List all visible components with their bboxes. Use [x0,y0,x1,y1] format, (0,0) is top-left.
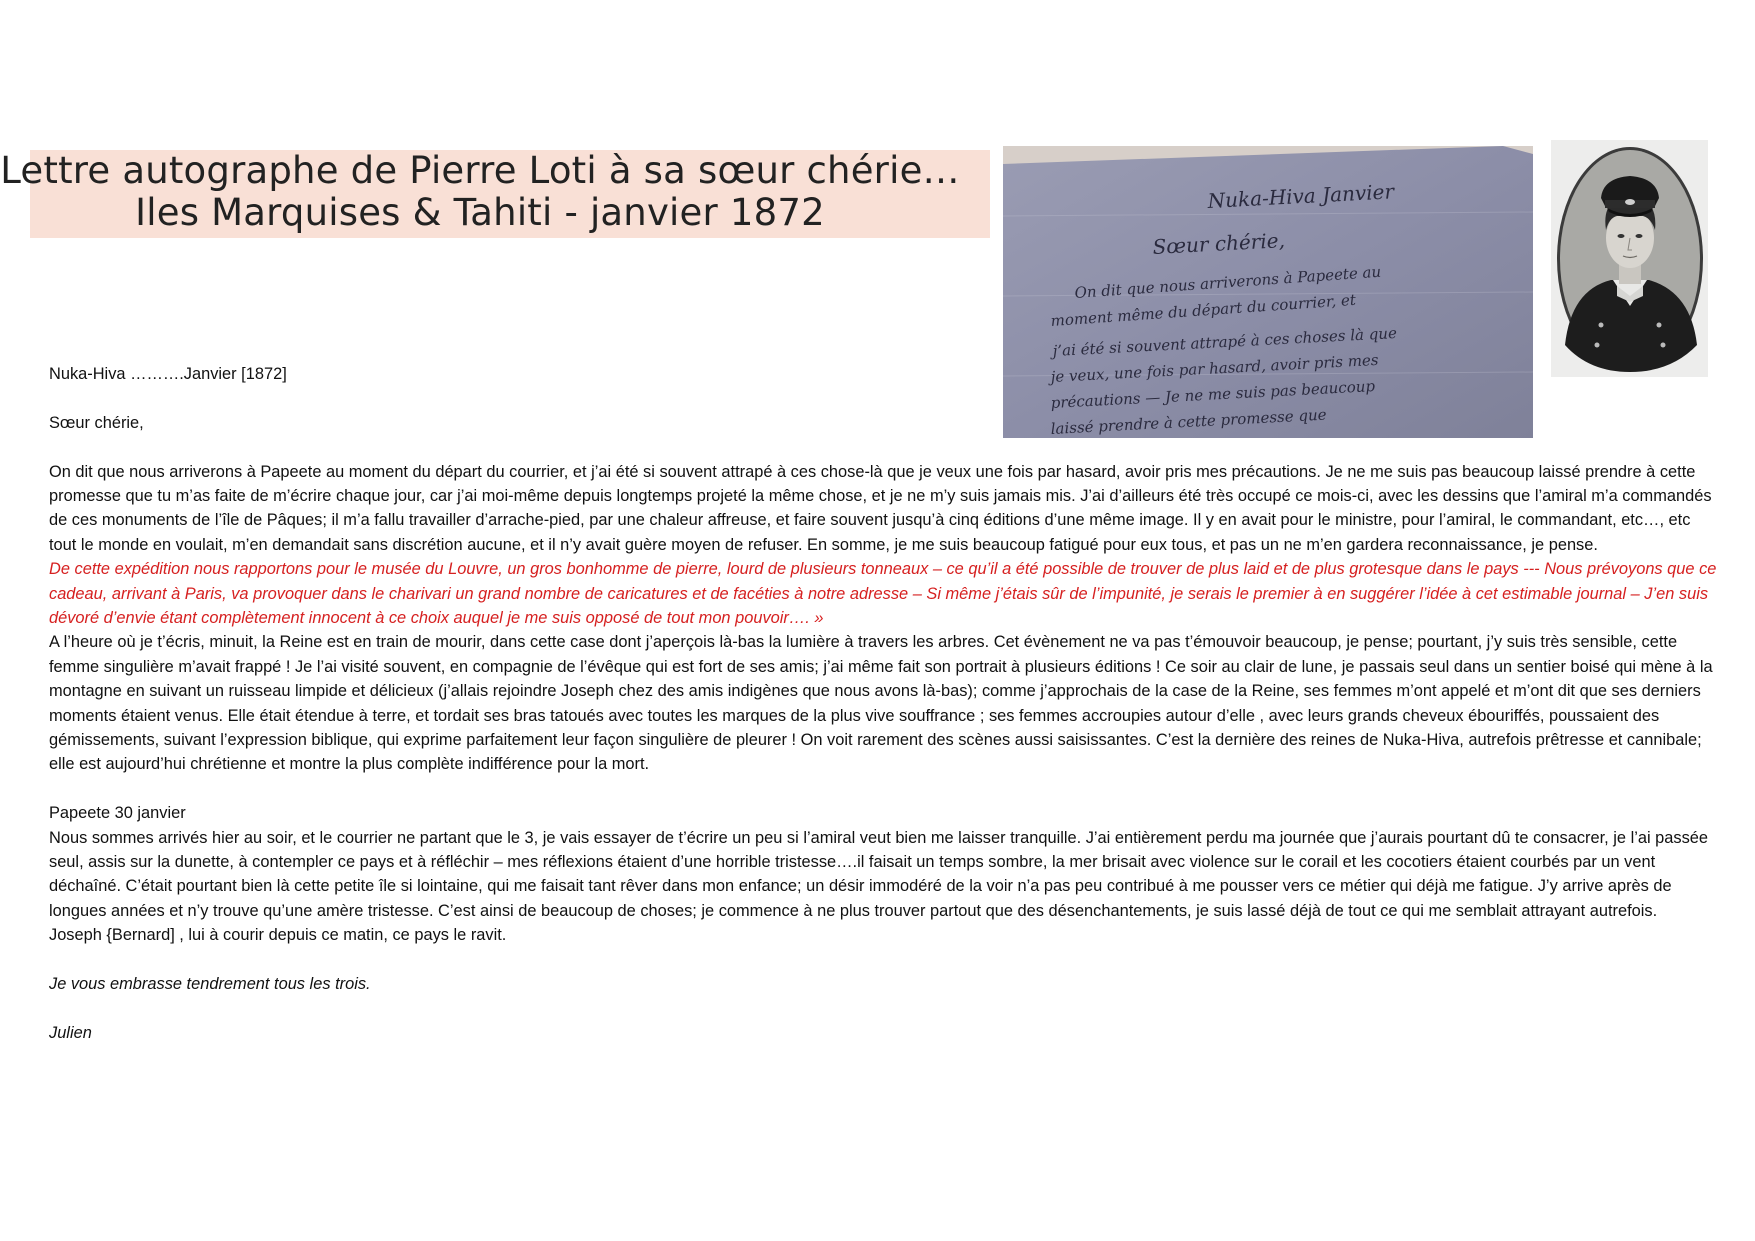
letter-image-line: je veux, une fois par hasard, avoir pris mes [1050,350,1379,386]
letter-signature: Julien [49,1023,92,1042]
portrait-svg [1551,140,1708,377]
letter-dateline: Nuka-Hiva ……….Janvier [1872] [49,365,287,383]
letter-image-line: précautions — Je ne me suis pas beaucoup [1050,377,1376,412]
letter-joseph-line: Joseph {Bernard] , lui à courir depuis ce matin, ce pays le ravit. [49,926,507,945]
letter-paragraph: On dit que nous arriverons à Papeete au moment du départ du courrier, et j’ai été si souvent attrapé à ces chose-là que je veux une fois par hasard, avoir pris mes précautions. Je ne me suis pas beaucoup laissé prendre à cette promesse que tu m’as faite de m’écrire chaque jour, car j’ai moi-même depuis longtemps projeté la même chose, et je ne m’y suis jamais mis. J’ai d’ailleurs été très occupé ce mois-ci, avec les dessins que l’amiral m’a commandés de ces monuments de l’île de Pâques; il m’a fallu travailler d’arrache-pied, par une chaleur affreuse, et faire souvent jusqu’à cinq éditions d’une même image. Il y en avait pour le ministre, pour l’amiral, le commandant, etc…, etc tout le monde en voulait, m’en demandait sans discrétion aucune, et il n’y avait guère moyen de refuser. En somme, je me suis beaucoup fatigué pour eux tous, et pas un ne m’en gardera reconnaissance, je pense. [49,462,1712,554]
letter-closing: Je vous embrasse tendrement tous les trois. [49,975,371,994]
letter-image-line: Nuka-Hiva Janvier [1207,179,1395,213]
portrait-image [1551,140,1708,377]
letter-paragraph: Nous sommes arrivés hier au soir, et le courrier ne partant que le 3, je vais essayer de t’écrire un peu si l’amiral veut bien me laisser tranquille. J’ai entièrement perdu ma journée que j’aurais pourtant dû te consacrer, je l’ai passée seul, assis sur la dunette, à contempler ce pays et à réfléchir – mes réflexions étaient d’une horrible tristesse….il faisait un temps sombre, la mer brisait avec violence sur le corail et les cocotiers étaient courbés par un vent déchaîné. C’était pourtant bien là cette petite île si lointaine, qui me faisait tant rêver dans mon enfance; un désir immodéré de la voir n’a pas peu contribué à me pousser vers ce métier qui déjà me fatigue. J’y arrive après de longues années et n’y trouve qu’une amère tristesse. C’est ainsi de beaucoup de choses; je commence à ne plus trouver partout que des désenchantements, je suis lassé déjà de tout ce qui me semblait attrayant autrefois. [49,828,1709,920]
letter-image-line: On dit que nous arriverons à Papeete au [1074,262,1382,302]
letter-image-line: j’ai été si souvent attrapé à ces choses là que [1052,323,1398,360]
letter-quote: De cette expédition nous rapportons pour le musée du Louvre, un gros bonhomme de pierre, lourd de plusieurs tonneaux – ce qu’il a été possible de trouver de plus laid et de plus grotesque dans le pays --- Nous prévoyons que ce cadeau, arrivant à Paris, va provoquer dans le charivari un grand nombre de caricatures et de facéties à notre adresse – Si même j’étais sûr de l’impunité, je serais le premier à en suggérer l’idée à cet estimable journal – J’en suis dévoré d’envie étant complètement innocent à ce choix auquel je me suis opposé de tout mon pouvoir…. » [49,560,1717,628]
letter-image-line: moment même du départ du courrier, et [1050,290,1357,330]
letter-image-line: Sœur chérie, [1152,228,1286,259]
letter-salutation: Sœur chérie, [49,413,144,432]
page-title: Lettre autographe de Pierre Loti à sa sœur chérie… [0,149,960,192]
letter-dateline-papeete: Papeete 30 janvier [49,804,186,823]
letter-image-line: laissé prendre à cette promesse que [1050,405,1327,438]
letter-body [49,362,1719,1045]
page-subtitle: Iles Marquises & Tahiti - janvier 1872 [135,191,825,234]
letter-paragraph: A l’heure où je t’écris, minuit, la Reine est en train de mourir, dans cette case dont j’aperçois là-bas la lumière à travers les arbres. Cet évènement ne va pas t’émouvoir beaucoup, je pense; pourtant, j’y suis très sensible, cette femme singulière m’avait frappé ! Je l’ai visité souvent, en compagnie de l’évêque qui est fort de ses amis; j’ai même fait son portrait à plusieurs éditions ! Ce soir au clair de lune, je passais seul dans un sentier boisé qui mène à la montagne en suivant un ruisseau limpide et délicieux (j’allais rejoindre Joseph chez des amis indigènes que nous avons là-bas); comme j’approchais de la case de la Reine, ses femmes m’ont appelé et m’ont dit que ses derniers moments étaient venus. Elle était étendue à terre, et tordait ses bras tatoués avec toutes les marques de la plus vive souffrance ; ses femmes accroupies autour d’elle , avec leurs grands cheveux ébouriffés, poussaient des gémissements, suivant l’expression biblique, qui exprime parfaitement leur façon singulière de pleurer ! On voit rarement des scènes aussi saisissantes. C’est la dernière des reines de Nuka-Hiva, autrefois prêtresse et cannibale; elle est aujourd’hui chrétienne et montre la plus complète indifférence pour la mort. [49,633,1713,774]
